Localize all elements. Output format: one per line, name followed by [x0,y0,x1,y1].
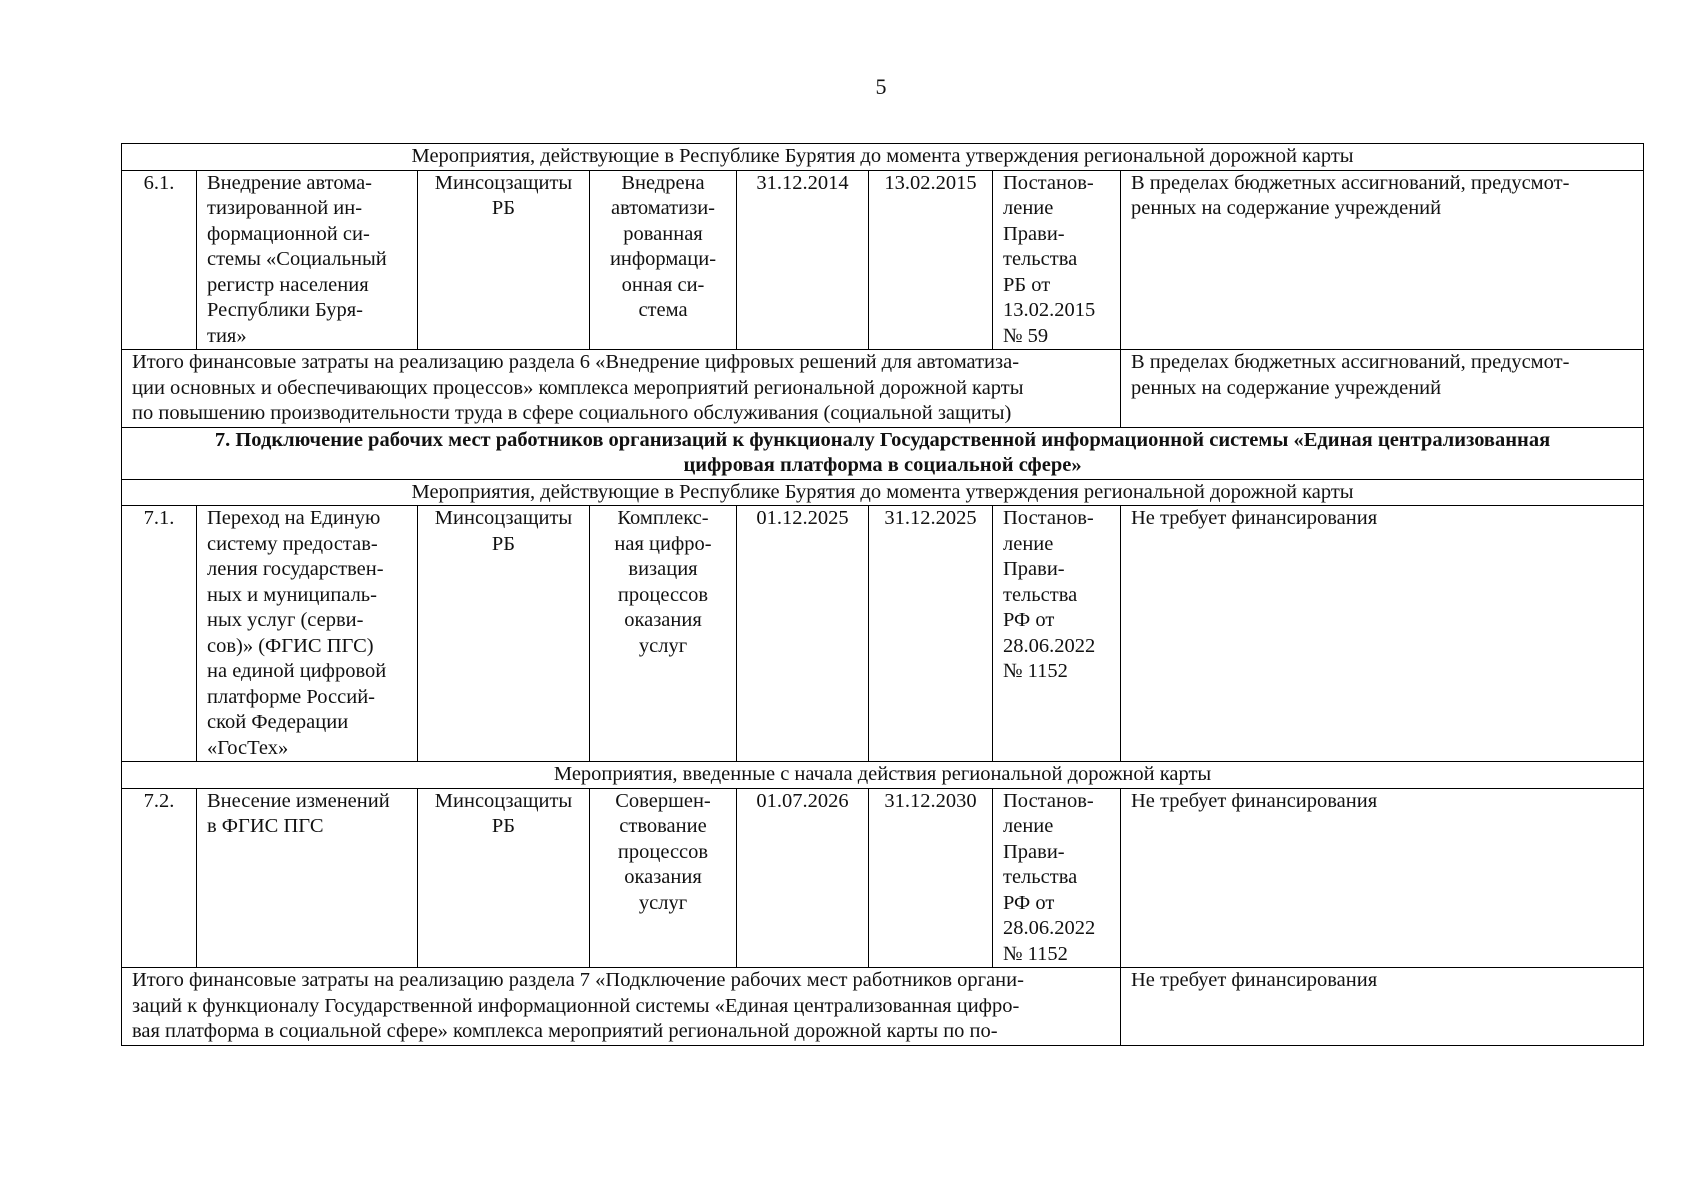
financing: Не требует финансирования [1121,788,1644,968]
total-row [122,350,1644,428]
table-row [122,788,1644,968]
end-date: 31.12.2030 [869,788,993,968]
start-date: 31.12.2014 [737,170,869,350]
measure-name: Внедрение автома- тизированной ин- формационной си- стемы «Социальный регистр населения Республики Буря- тия» [197,170,418,350]
section-header-row [122,427,1644,479]
total-label: Итого финансовые затраты на реализацию раздела 7 «Подключение рабочих мест работников органи- заций к функционалу Государственной информационной системы «Единая централизованная цифро- вая платформа в социальной сфере» комплекса мероприятий региональной дорожной карты по по- [122,968,1121,1046]
subheader-text: Мероприятия, действующие в Республике Бурятия до момента утверждения региональной дорожной карты [122,144,1644,171]
table-row [122,170,1644,350]
subheader-row [122,479,1644,506]
total-financing: В пределах бюджетных ассигнований, предусмот- ренных на содержание учреждений [1121,350,1644,428]
subheader-text: Мероприятия, действующие в Республике Бурятия до момента утверждения региональной дорожной карты [122,479,1644,506]
subheader-row [122,762,1644,789]
executor: Минсоцзащиты РБ [418,506,590,762]
roadmap-table [121,143,1644,1046]
start-date: 01.07.2026 [737,788,869,968]
expected-result: Внедрена автоматизи- рованная информаци- онная си- стема [590,170,737,350]
end-date: 13.02.2015 [869,170,993,350]
total-financing: Не требует финансирования [1121,968,1644,1046]
page-number: 5 [875,74,887,99]
section-title: 7. Подключение рабочих мест работников организаций к функционалу Государственной информационной системы «Единая централизованная цифровая платформа в социальной сфере» [122,427,1644,479]
row-number: 6.1. [122,170,197,350]
end-date: 31.12.2025 [869,506,993,762]
total-row [122,968,1644,1046]
expected-result: Комплекс- ная цифро- визация процессов оказания услуг [590,506,737,762]
start-date: 01.12.2025 [737,506,869,762]
legal-document: Постанов- ление Прави- тельства РБ от 13.02.2015 № 59 [993,170,1121,350]
subheader-text: Мероприятия, введенные с начала действия региональной дорожной карты [122,762,1644,789]
financing: В пределах бюджетных ассигнований, предусмот- ренных на содержание учреждений [1121,170,1644,350]
row-number: 7.1. [122,506,197,762]
measure-name: Переход на Единую систему предостав- ления государствен- ных и муниципаль- ных услуг (серви- сов)» (ФГИС ПГС) на единой цифровой платформе Россий- ской Федерации «ГосТех» [197,506,418,762]
subheader-row [122,144,1644,171]
expected-result: Совершен- ствование процессов оказания услуг [590,788,737,968]
row-number: 7.2. [122,788,197,968]
financing: Не требует финансирования [1121,506,1644,762]
legal-document: Постанов- ление Прави- тельства РФ от 28.06.2022 № 1152 [993,506,1121,762]
measure-name: Внесение изменений в ФГИС ПГС [197,788,418,968]
legal-document: Постанов- ление Прави- тельства РФ от 28.06.2022 № 1152 [993,788,1121,968]
executor: Минсоцзащиты РБ [418,788,590,968]
total-label: Итого финансовые затраты на реализацию раздела 6 «Внедрение цифровых решений для автоматиза- ции основных и обеспечивающих процессов» комплекса мероприятий региональной дорожной карты по повышению производительности труда в сфере социального обслуживания (социальной защиты) [122,350,1121,428]
executor: Минсоцзащиты РБ [418,170,590,350]
table-row [122,506,1644,762]
